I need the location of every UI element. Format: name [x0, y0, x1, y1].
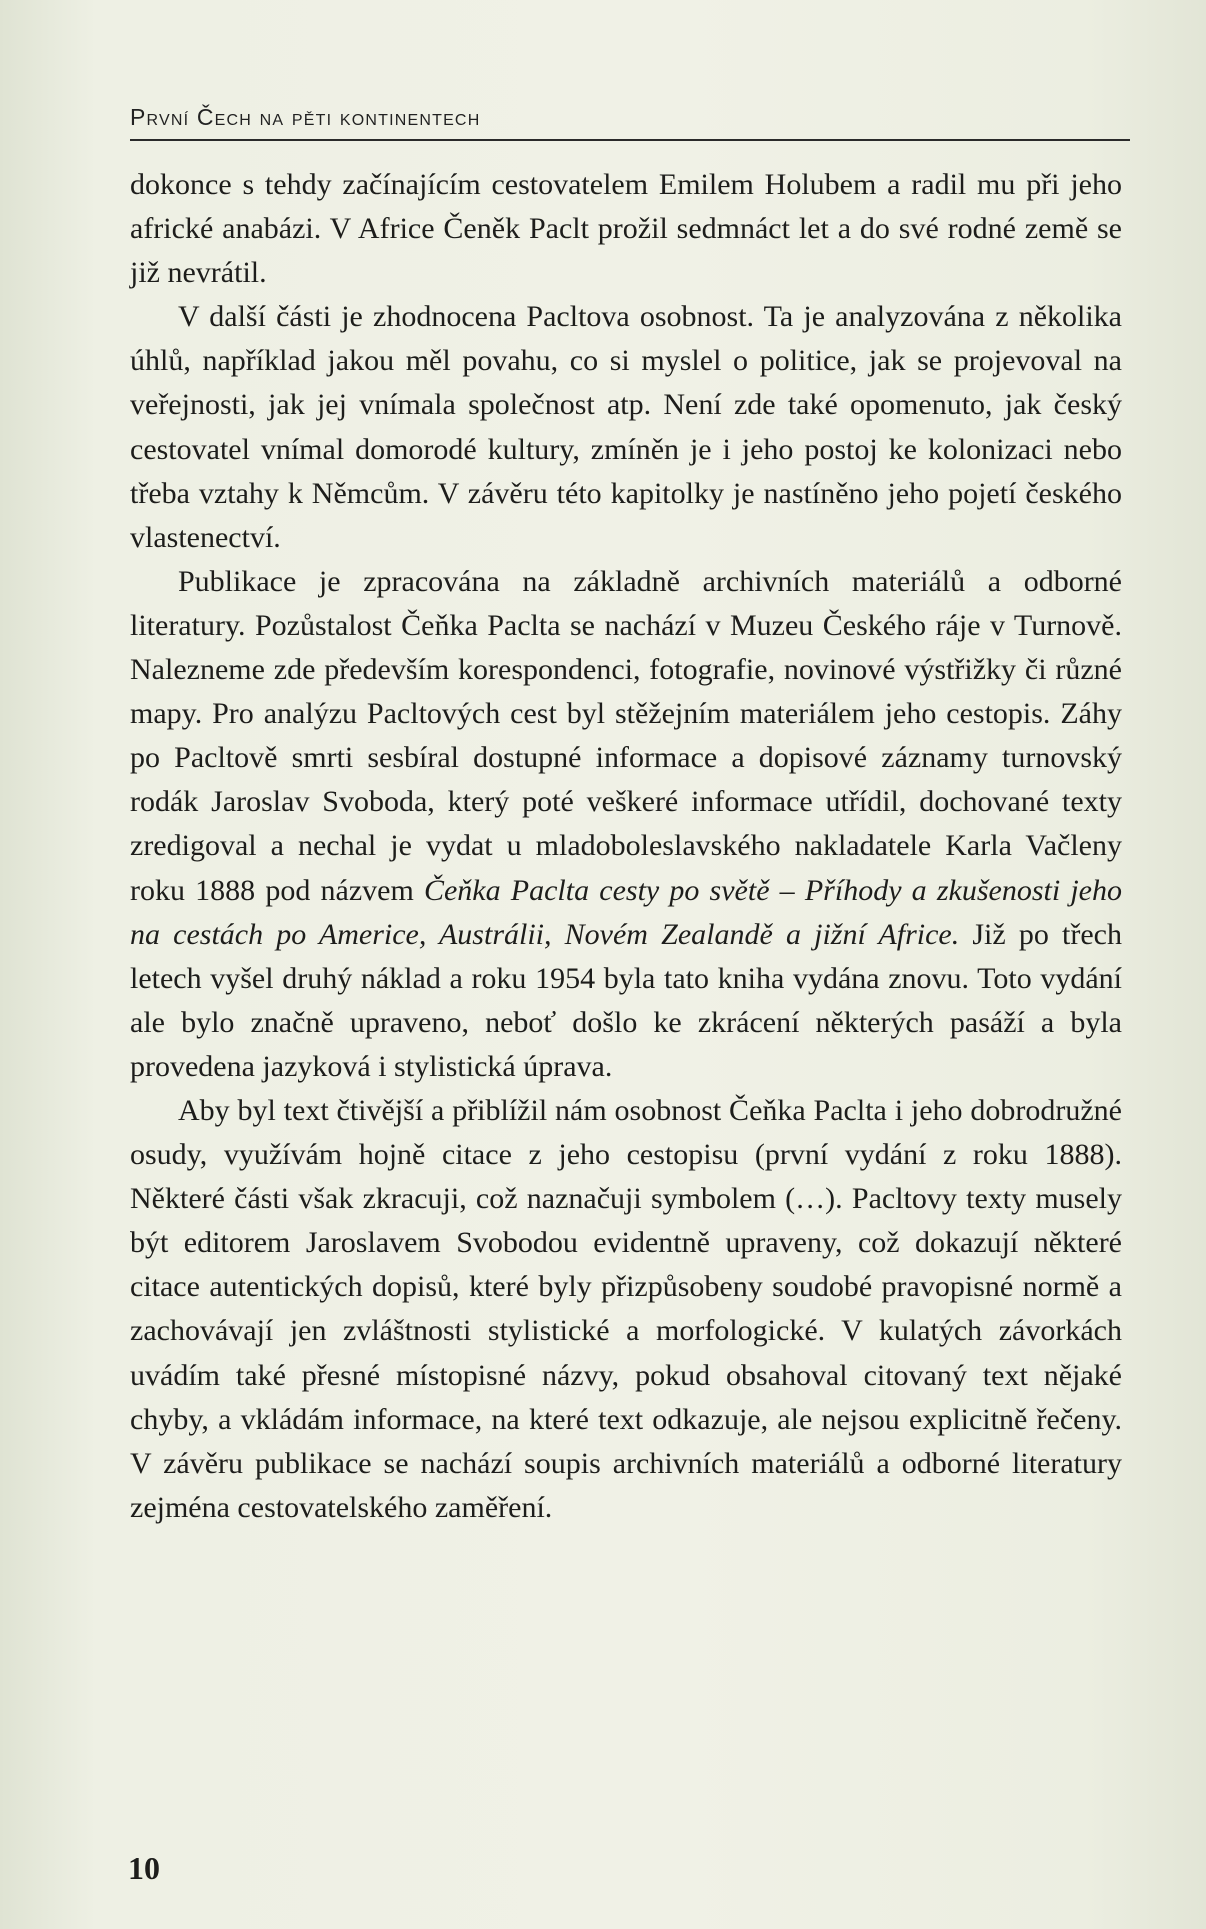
paragraph-sources-text-before: Publikace je zpracována na základně archivních materiálů a odborné literatury. Pozůstalost Čeňka Paclta se nachází v Muzeu Českého ráje v Turnově. Nalezneme zde především korespondenci, fotografie, novinové výstřižky či různé mapy. Pro analýzu Pacltových cest byl stěžejním materiálem jeho cestopis. Záhy po Pacltově smrti sesbíral dostupné informace a dopisové záznamy turnovský rodák Jaroslav Svoboda, který poté veškeré informace utřídil, dochované texty zredigoval a nechal je vydat u mladoboleslavského nakladatele Karla Vačleny roku 1888 pod názvem [130, 564, 1122, 907]
page-number: 10 [128, 1850, 160, 1886]
paragraph-method: Aby byl text čtivější a přiblížil nám osobnost Čeňka Paclta i jeho dobrodružné osudy, využívám hojně citace z jeho cestopisu (první vydání z roku 1888). Některé části však zkracuji, což naznačuji symbolem (…). Pacltovy texty musely být editorem Jaroslavem Svobodou evidentně upraveny, což dokazují některé citace autentických dopisů, které byly přizpůsobeny soudobé pravopisné normě a zachovávají jen zvláštnosti stylistické a morfologické. V kulatých závorkách uvádím také přesné místopisné názvy, pokud obsahoval citovaný text nějaké chyby, a vkládám informace, na které text odkazuje, ale nejsou explicitně řečeny. V závěru publikace se nachází soupis archivních materiálů a odborné literatury zejména cestovatelského zaměření. [130, 1093, 1122, 1524]
header-rule [130, 139, 1130, 141]
paragraph-personality: V další části je zhodnocena Pacltova osobnost. Ta je analyzována z několika úhlů, například jakou měl povahu, co si myslel o politice, jak se projevoval na veřejnosti, jak jej vnímala společnost atp. Není zde také opomenuto, jak český cestovatel vnímal domorodé kultury, zmíněn je i jeho postoj ke kolonizaci nebo třeba vztahy k Němcům. V závěru této kapitolky je nastíněno jeho pojetí českého vlastenectví. [130, 300, 1122, 554]
running-header: První Čech na pěti kontinentech [130, 104, 481, 130]
paragraph-sources [130, 560, 1122, 1089]
paragraph-sources-text-after: Již po třech letech vyšel druhý náklad a roku 1954 byla tato kniha vydána znovu. Toto vydání ale bylo značně upraveno, neboť došlo ke zkrácení některých pasáží a byla provedena jazyková i stylistická úprava. [130, 917, 1122, 1083]
body-text [130, 163, 1122, 1530]
book-title-italic: Čeňka Paclta cesty po světě – Příhody a zkušenosti jeho na cestách po Americe, Austrálii, Novém Zealandě a jižní Africe. [130, 873, 1122, 951]
paragraph-continuation: dokonce s tehdy začínajícím cestovatelem Emilem Holubem a radil mu při jeho africké anabázi. V Africe Čeněk Paclt prožil sedmnáct let a do své rodné země se již nevrátil. [130, 168, 1122, 290]
